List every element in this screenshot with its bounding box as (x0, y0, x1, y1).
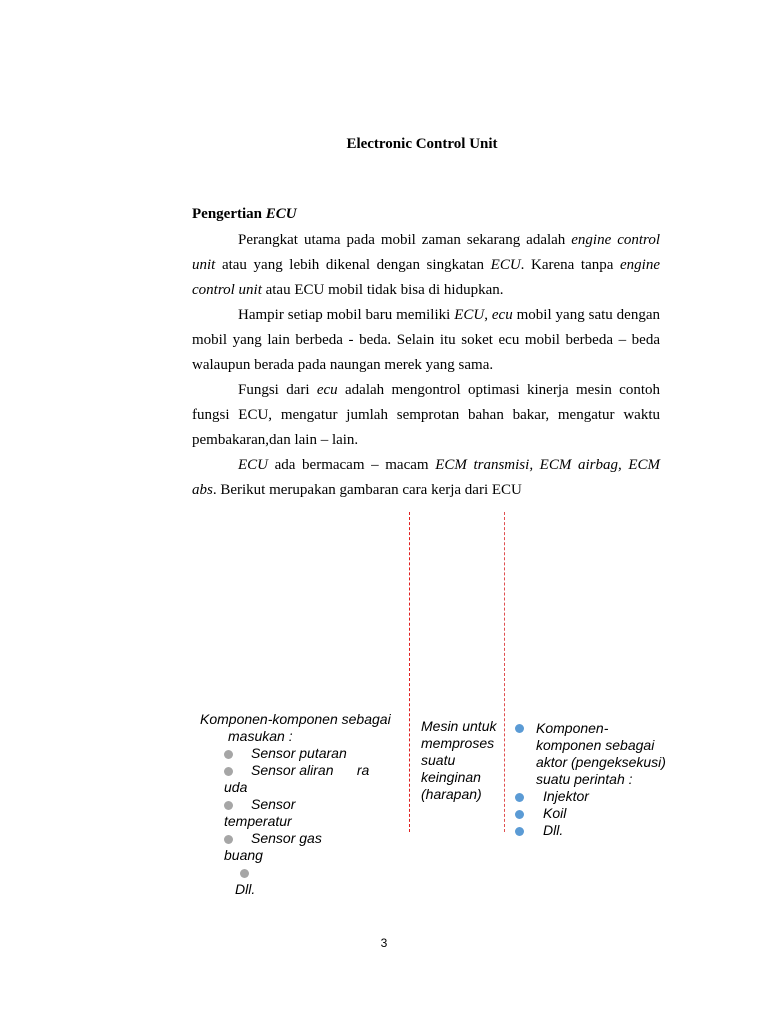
input-item-wrap: buang (224, 847, 263, 863)
document-title: Electronic Control Unit (346, 136, 498, 152)
list-item (515, 805, 675, 822)
bullet-icon (515, 793, 524, 802)
list-item (515, 822, 675, 839)
italic-text-run: ecu (316, 382, 338, 398)
bullet-icon (515, 810, 524, 819)
engine-line: suatu (421, 752, 456, 768)
paragraph (192, 228, 660, 303)
text-run: adalah mengontrol optimasi kinerja mesin contoh fungsi ECU, mengatur jumlah semprotan bahan bakar, mengatur waktu pembakaran,dan lain – lain. (192, 382, 660, 448)
input-components-list (200, 711, 400, 898)
text-run: . Karena tanpa (520, 257, 620, 273)
list-item (200, 745, 400, 762)
italic-text-run: ECU (490, 257, 521, 273)
text-run: Perangkat utama pada mobil zaman sekarang adalah (238, 232, 572, 248)
text-run: ada bermacam – macam (268, 457, 436, 473)
output-components-list (515, 720, 675, 839)
output-list-title: komponen sebagai (536, 737, 655, 753)
input-item-wrap: uda (224, 779, 248, 795)
list-item (200, 864, 400, 898)
list-item (200, 762, 400, 796)
section-heading (192, 206, 297, 223)
list-item (200, 796, 400, 830)
body-text (192, 228, 660, 503)
input-item-wrap: Dll. (235, 881, 256, 897)
text-run: mobil yang satu dengan mobil yang lain berbeda - beda. Selain itu soket ecu mobil berbeda – beda walaupun berada pada naungan merek yang sama. (192, 307, 660, 373)
list-item (200, 830, 400, 864)
engine-line: Mesin untuk (421, 718, 497, 734)
italic-text-run: engine control unit (192, 232, 660, 273)
paragraph (192, 378, 660, 453)
input-item-text: Sensor aliran ra (251, 762, 370, 778)
diagram-divider-right (504, 512, 505, 832)
output-list-title: Komponen- (536, 720, 609, 736)
list-item (515, 788, 675, 805)
bullet-icon (224, 835, 233, 844)
output-list-title: aktor (pengeksekusi) (536, 754, 666, 770)
italic-text-run: ecu (491, 307, 513, 323)
italic-text-run: ECU (238, 457, 268, 473)
bullet-icon (224, 801, 233, 810)
engine-line: keinginan (421, 769, 481, 785)
input-list-title: Komponen-komponen sebagai (200, 711, 391, 727)
input-item-text: Sensor (251, 796, 296, 812)
text-run: . Berikut merupakan gambaran cara kerja dari ECU (212, 482, 522, 498)
paragraph (192, 303, 660, 378)
text-run: Fungsi dari (238, 382, 317, 398)
bullet-icon (224, 750, 233, 759)
italic-text-run: ECU (454, 307, 485, 323)
italic-text-run: ECM transmisi, ECM airbag, ECM abs (192, 457, 660, 498)
input-item-wrap: temperatur (224, 813, 292, 829)
output-item-text: Injektor (543, 788, 589, 804)
text-run: , (484, 307, 492, 323)
section-heading-label: Pengertian (192, 206, 262, 222)
page-number: 3 (380, 936, 388, 950)
engine-line: memproses (421, 735, 495, 751)
input-item-text: Sensor putaran (251, 745, 347, 761)
text-run: Hampir setiap mobil baru memiliki (238, 307, 455, 323)
italic-text-run: engine control unit (192, 257, 660, 298)
bullet-icon (515, 827, 524, 836)
bullet-icon (515, 724, 524, 733)
diagram-divider-left (409, 512, 410, 832)
text-run: atau ECU mobil tidak bisa di hidupkan. (261, 282, 504, 298)
section-heading-italic: ECU (265, 206, 297, 222)
input-item-text: Sensor gas (251, 830, 322, 846)
text-run: atau yang lebih dikenal dengan singkatan (215, 257, 491, 273)
engine-line: (harapan) (421, 786, 482, 802)
input-list-title-cont: masukan : (228, 728, 293, 744)
output-item-text: Dll. (543, 822, 564, 838)
engine-process-box (421, 718, 503, 803)
output-item-text: Koil (543, 805, 567, 821)
paragraph (192, 453, 660, 503)
bullet-icon (240, 869, 249, 878)
output-list-title: suatu perintah : (536, 771, 633, 787)
bullet-icon (224, 767, 233, 776)
